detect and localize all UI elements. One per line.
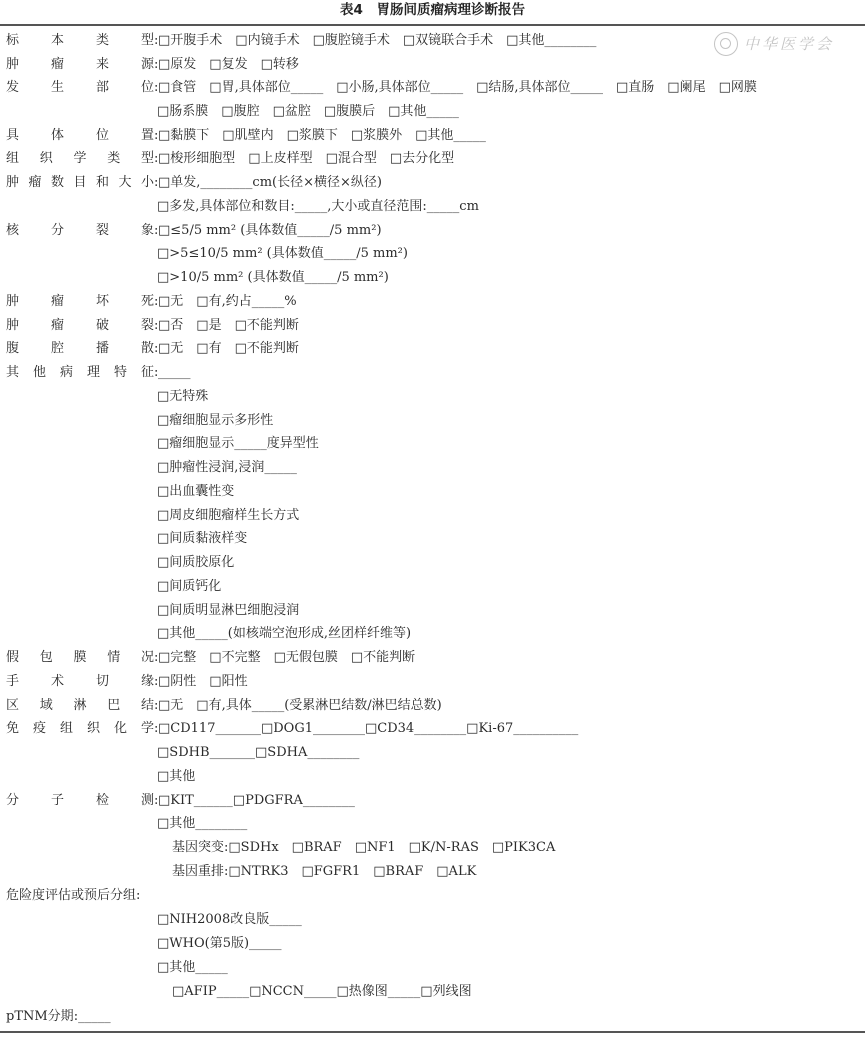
row-options: □NIH2008改良版_____ xyxy=(157,912,302,927)
row-label: 发 生 部 位 xyxy=(6,80,154,95)
row-label: 腹 腔 播 散 xyxy=(6,341,154,356)
row-options: □开腹手术 □内镜手术 □腹腔镜手术 □双镜联合手术 □其他________ xyxy=(158,33,597,48)
row-options: □无 □有,约占_____% xyxy=(158,294,297,309)
row-options: □AFIP_____□NCCN_____□热像图_____□列线图 xyxy=(172,984,472,999)
row-options: □无特殊 xyxy=(157,389,209,404)
row-feature-item xyxy=(157,623,411,645)
row-options: □梭形细胞型 □上皮样型 □混合型 □去分化型 xyxy=(158,151,455,166)
row-options: □SDHB_______□SDHA________ xyxy=(157,745,360,760)
row-gene-rearrangement xyxy=(172,861,476,883)
row-options: □间质胶原化 xyxy=(157,555,235,570)
row-lymph-nodes: 区 域 淋 巴 结:□无 □有,具体_____(受累淋巴结数/淋巴结总数) xyxy=(6,695,442,717)
row-margin: 手 术 切 缘:□阴性 □阳性 xyxy=(6,671,248,693)
row-label: 肿 瘤 破 裂 xyxy=(6,318,154,333)
row-options: 基因突变:□SDHx □BRAF □NF1 □K/N-RAS □PIK3CA xyxy=(172,840,556,855)
row-label: 核 分 裂 象 xyxy=(6,223,154,238)
row-necrosis: 肿 瘤 坏 死:□无 □有,约占_____% xyxy=(6,291,297,313)
row-label: 肿瘤数目和大小 xyxy=(6,175,154,190)
row-options: □出血囊性变 xyxy=(157,484,235,499)
row-risk-item xyxy=(157,933,282,955)
row-label: 肿 瘤 来 源 xyxy=(6,57,154,72)
row-mitosis-cont xyxy=(157,243,408,265)
row-feature-item xyxy=(157,552,234,574)
row-label: 分 子 检 测 xyxy=(6,793,154,808)
row-label: 危险度评估或预后分组 xyxy=(6,888,137,903)
row-risk-assessment: 危险度评估或预后分组: xyxy=(6,888,141,903)
row-location: 具 体 位 置:□黏膜下 □肌壁内 □浆膜下 □浆膜外 □其他_____ xyxy=(6,125,486,147)
row-risk-item xyxy=(157,957,228,979)
row-options: □WHO(第5版)_____ xyxy=(157,936,282,951)
row-feature-item xyxy=(157,528,247,550)
row-options: □间质钙化 xyxy=(157,579,222,594)
row-options: □单发,________cm(长径×横径×纵径) xyxy=(158,175,382,190)
row-gene-mutation xyxy=(172,837,555,859)
row-rupture: 肿 瘤 破 裂:□否 □是 □不能判断 xyxy=(6,315,299,337)
row-label: 手 术 切 缘 xyxy=(6,674,154,689)
row-options: □其他________ xyxy=(157,816,248,831)
row-label: 具 体 位 置 xyxy=(6,128,154,143)
row-feature-item xyxy=(157,600,299,622)
row-size-cont xyxy=(157,196,479,218)
top-rule xyxy=(0,24,865,26)
row-ptnm: pTNM分期:_____ xyxy=(6,1009,111,1024)
row-options: □无 □有,具体_____(受累淋巴结数/淋巴结总数) xyxy=(158,698,442,713)
row-label: 免 疫 组 织 化 学 xyxy=(6,721,154,736)
row-pseudocapsule: 假 包 膜 情 况:□完整 □不完整 □无假包膜 □不能判断 xyxy=(6,647,415,669)
row-options: _____ xyxy=(78,1009,111,1024)
row-options: □原发 □复发 □转移 xyxy=(158,57,299,72)
row-options: □>10/5 mm² (具体数值_____/5 mm²) xyxy=(157,270,389,285)
row-site: 发 生 部 位:□食管 □胃,具体部位_____ □小肠,具体部位_____ □结肠,具体部位_____ □直肠 □阑尾 □网膜 xyxy=(6,77,757,99)
row-label: 其 他 病 理 特 征 xyxy=(6,365,154,380)
row-ihc-cont xyxy=(157,766,195,788)
row-label: 肿 瘤 坏 死 xyxy=(6,294,154,309)
row-specimen-type: 标 本 类 型:□开腹手术 □内镜手术 □腹腔镜手术 □双镜联合手术 □其他________ xyxy=(6,30,596,52)
row-label: 标 本 类 型 xyxy=(6,33,154,48)
row-feature-item xyxy=(157,481,234,503)
row-options: □黏膜下 □肌壁内 □浆膜下 □浆膜外 □其他_____ xyxy=(158,128,486,143)
table-title: 表4 胃肠间质瘤病理诊断报告 xyxy=(340,2,525,18)
row-tumor-origin: 肿 瘤 来 源:□原发 □复发 □转移 xyxy=(6,54,299,76)
row-options: □其他_____(如核端空泡形成,丝团样纤维等) xyxy=(157,626,412,641)
row-options: □KIT______□PDGFRA________ xyxy=(158,793,355,808)
row-ihc-cont xyxy=(157,742,359,764)
row-options: □≤5/5 mm² (具体数值_____/5 mm²) xyxy=(158,223,382,238)
row-molecular-cont xyxy=(157,813,247,835)
row-options: □肠系膜 □腹腔 □盆腔 □腹膜后 □其他_____ xyxy=(157,104,459,119)
row-options: □无 □有 □不能判断 xyxy=(158,341,299,356)
row-options: □>5≤10/5 mm² (具体数值_____/5 mm²) xyxy=(157,246,408,261)
row-label: 假 包 膜 情 况 xyxy=(6,650,154,665)
logo-text: 中华医学会 xyxy=(744,35,835,53)
row-options: □否 □是 □不能判断 xyxy=(158,318,299,333)
row-molecular: 分 子 检 测:□KIT______□PDGFRA________ xyxy=(6,790,355,812)
row-options: 基因重排:□NTRK3 □FGFR1 □BRAF □ALK xyxy=(172,864,477,879)
row-options: □周皮细胞瘤样生长方式 xyxy=(157,508,300,523)
row-histology: 组 织 学 类 型:□梭形细胞型 □上皮样型 □混合型 □去分化型 xyxy=(6,148,454,170)
row-risk-tools xyxy=(172,981,472,1003)
row-dissemination: 腹 腔 播 散:□无 □有 □不能判断 xyxy=(6,338,299,360)
row-options: □间质黏液样变 xyxy=(157,531,248,546)
row-label: pTNM分期 xyxy=(6,1009,74,1024)
row-options: □阴性 □阳性 xyxy=(158,674,248,689)
row-options: □瘤细胞显示_____度异型性 xyxy=(157,436,319,451)
row-feature-item xyxy=(157,386,208,408)
row-options: □肿瘤性浸润,浸润_____ xyxy=(157,460,297,475)
row-label: 组 织 学 类 型 xyxy=(6,151,154,166)
row-label: 区 域 淋 巴 结 xyxy=(6,698,154,713)
row-feature-item xyxy=(157,576,221,598)
row-feature-item xyxy=(157,410,273,432)
row-options: □多发,具体部位和数目:_____,大小或直径范围:_____cm xyxy=(157,199,479,214)
row-site-cont xyxy=(157,101,459,123)
row-options: □其他 xyxy=(157,769,196,784)
row-mitosis: 核 分 裂 象:□≤5/5 mm² (具体数值_____/5 mm²) xyxy=(6,220,382,242)
row-options: □瘤细胞显示多形性 xyxy=(157,413,274,428)
row-options: □CD117_______□DOG1________□CD34________□Ki-67__________ xyxy=(158,721,579,736)
journal-seal-icon xyxy=(714,32,738,56)
row-other-features: 其 他 病 理 特 征:_____ xyxy=(6,362,191,384)
row-options: □食管 □胃,具体部位_____ □小肠,具体部位_____ □结肠,具体部位_____ □直肠 □阑尾 □网膜 xyxy=(158,80,757,95)
row-ihc: 免 疫 组 织 化 学:□CD117_______□DOG1________□CD34________□Ki-67__________ xyxy=(6,718,578,740)
row-options: □完整 □不完整 □无假包膜 □不能判断 xyxy=(158,650,416,665)
row-feature-item xyxy=(157,505,299,527)
journal-logo xyxy=(714,30,864,56)
row-options: □间质明显淋巴细胞浸润 xyxy=(157,603,300,618)
row-feature-item xyxy=(157,457,297,479)
row-options: _____ xyxy=(158,365,191,380)
row-options: □其他_____ xyxy=(157,960,228,975)
row-mitosis-cont xyxy=(157,267,389,289)
row-size: 肿瘤数目和大小:□单发,________cm(长径×横径×纵径) xyxy=(6,172,382,194)
row-feature-item xyxy=(157,433,319,455)
bottom-rule xyxy=(0,1031,865,1033)
row-risk-item xyxy=(157,909,302,931)
